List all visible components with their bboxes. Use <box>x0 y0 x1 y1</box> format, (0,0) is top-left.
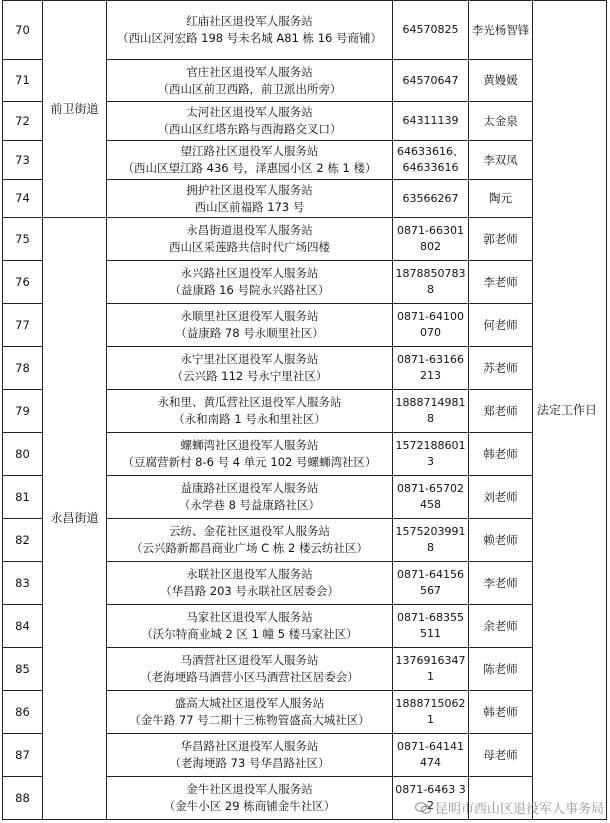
row-number: 82 <box>3 519 43 562</box>
row-number: 76 <box>3 261 43 304</box>
station-cell <box>107 347 393 390</box>
station-name: 云纺、金花社区退役军人服务站 <box>169 524 330 538</box>
row-number: 85 <box>3 648 43 691</box>
phone-cell: 15752039918 <box>393 519 469 562</box>
row-number: 72 <box>3 102 43 141</box>
phone-cell: 13769163471 <box>393 648 469 691</box>
contact-cell: 李光杨智锋 <box>469 1 533 60</box>
station-cell <box>107 60 393 102</box>
station-cell <box>107 390 393 433</box>
station-cell <box>107 476 393 519</box>
station-cell <box>107 1 393 60</box>
station-name: 永顺里社区退役军人服务站 <box>180 309 319 323</box>
station-cell <box>107 734 393 777</box>
row-number: 71 <box>3 60 43 102</box>
phone-cell: 18788507838 <box>393 261 469 304</box>
station-name: 永和里、黄瓜营社区退役军人服务站 <box>157 395 342 409</box>
contact-cell: 李老师 <box>469 562 533 605</box>
station-address: （永和南路 1 号永和里社区） <box>173 412 326 426</box>
station-name: 永昌街道退役军人服务站 <box>186 223 313 237</box>
phone-cell: 0871-68355511 <box>393 605 469 648</box>
station-cell <box>107 562 393 605</box>
station-address: （沃尔特商业城 2 区 1 幢 5 楼马家社区） <box>141 627 358 641</box>
phone-cell: 18887150621 <box>393 691 469 734</box>
station-address: （华昌路 203 号永联社区居委会） <box>160 584 339 598</box>
contact-cell: 韩老师 <box>469 433 533 476</box>
watermark <box>415 798 604 817</box>
station-name: 望江路社区退役军人服务站 <box>180 144 319 158</box>
station-cell <box>107 141 393 180</box>
station-name: 螺蛳湾社区退役军人服务站 <box>180 438 319 452</box>
station-name: 官庄社区退役军人服务站 <box>186 64 313 79</box>
contact-cell: 郑老师 <box>469 390 533 433</box>
contact-cell: 太金泉 <box>469 102 533 141</box>
station-name: 红庙社区退役军人服务站 <box>186 14 313 28</box>
station-name: 拥护社区退役军人服务站 <box>186 182 313 197</box>
phone-cell: 18887149818 <box>393 390 469 433</box>
station-address: （金牛小区 29 栋商铺金牛社区） <box>163 799 336 813</box>
phone-cell: 0871-64100070 <box>393 304 469 347</box>
phone-cell: 0871-63166213 <box>393 347 469 390</box>
station-address: （云兴路 112 号永宁里社区） <box>171 369 328 383</box>
phone-cell: 15721886013 <box>393 433 469 476</box>
contact-cell: 李双凤 <box>469 141 533 180</box>
contact-cell: 李老师 <box>469 261 533 304</box>
station-name: 盛高大城社区退役军人服务站 <box>174 696 325 710</box>
table-row <box>3 1 607 60</box>
contact-cell: 母老师 <box>469 734 533 777</box>
phone-cell: 64570825 <box>393 1 469 60</box>
phone-cell: 63566267 <box>393 180 469 218</box>
street-cell-yongchang: 永昌街道 <box>43 218 107 820</box>
station-name: 永兴路社区退役军人服务站 <box>180 266 319 280</box>
station-cell <box>107 304 393 347</box>
wechat-icon <box>415 802 431 814</box>
street-cell-qianwei: 前卫街道 <box>43 1 107 218</box>
row-number: 88 <box>3 777 43 820</box>
row-number: 79 <box>3 390 43 433</box>
row-number: 75 <box>3 218 43 261</box>
contact-cell: 余老师 <box>469 605 533 648</box>
station-name: 华昌路社区退役军人服务站 <box>180 739 319 753</box>
station-address: （豆腐营新村 8-6 号 4 单元 102 号螺蛳湾社区） <box>122 455 377 469</box>
station-cell <box>107 777 393 820</box>
contact-cell: 陶元 <box>469 180 533 218</box>
station-name: 太河社区退役军人服务站 <box>186 105 313 119</box>
station-address: （金牛路 77 号二期十三栋物管盛高大城社区） <box>129 713 370 727</box>
phone-cell: 0871-66301802 <box>393 218 469 261</box>
service-station-table <box>2 0 607 820</box>
station-cell <box>107 180 393 218</box>
station-address: （益康路 78 号永顺里社区） <box>175 326 324 340</box>
table-row <box>3 218 607 261</box>
station-address: （西山区河宏路 198 号未名城 A81 栋 16 号商铺） <box>116 31 382 45</box>
station-address: （西山区前卫西路，前卫派出所旁） <box>157 81 342 96</box>
row-number: 86 <box>3 691 43 734</box>
contact-cell: 韩老师 <box>469 691 533 734</box>
station-address: （永学巷 8 号益康路社区） <box>178 498 321 512</box>
row-number: 84 <box>3 605 43 648</box>
row-number: 77 <box>3 304 43 347</box>
station-address: （益康路 16 号院永兴路社区） <box>169 283 330 297</box>
station-cell <box>107 218 393 261</box>
phone-cell: 64633616、64633616 <box>393 141 469 180</box>
station-cell <box>107 261 393 304</box>
station-address: （老海埂路马酒营小区马酒营社区居委会） <box>140 670 359 684</box>
office-hours-cell: 法定工作日 <box>533 1 607 820</box>
station-address: （西山区望江路 436 号，泽惠园小区 2 栋 1 楼） <box>122 161 377 175</box>
row-number: 83 <box>3 562 43 605</box>
station-cell <box>107 433 393 476</box>
contact-cell: 赖老师 <box>469 519 533 562</box>
station-name: 马家社区退役军人服务站 <box>186 610 313 624</box>
contact-cell: 陈老师 <box>469 648 533 691</box>
station-cell <box>107 648 393 691</box>
station-address: （老海埂路 73 号华昌路社区） <box>169 756 330 770</box>
row-number: 70 <box>3 1 43 60</box>
station-cell <box>107 691 393 734</box>
station-name: 益康路社区退役军人服务站 <box>180 481 319 495</box>
station-name: 金牛社区退役军人服务站 <box>186 782 313 796</box>
phone-cell: 64311139 <box>393 102 469 141</box>
row-number: 80 <box>3 433 43 476</box>
station-cell <box>107 605 393 648</box>
phone-cell: 64570647 <box>393 60 469 102</box>
station-address: （云兴路新都昌商业广场 C 栋 2 楼云纺社区） <box>131 541 368 555</box>
station-name: 永联社区退役军人服务站 <box>186 567 313 581</box>
station-cell <box>107 102 393 141</box>
station-address: （西山区红塔东路与西海路交叉口） <box>157 122 342 136</box>
station-name: 永宁里社区退役军人服务站 <box>180 352 319 366</box>
station-address: 西山区前福路 173 号 <box>194 199 305 214</box>
watermark-text: 昆明市西山区退役军人事务局 <box>434 802 604 817</box>
station-name: 马酒营社区退役军人服务站 <box>180 653 319 667</box>
row-number: 74 <box>3 180 43 218</box>
contact-cell: 苏老师 <box>469 347 533 390</box>
station-cell <box>107 519 393 562</box>
station-address: 西山区采莲路共信时代广场四楼 <box>169 240 330 254</box>
row-number: 73 <box>3 141 43 180</box>
phone-cell: 0871-6463 32 <box>393 777 469 820</box>
row-number: 78 <box>3 347 43 390</box>
row-number: 81 <box>3 476 43 519</box>
contact-cell: 黄嫚媛 <box>469 60 533 102</box>
contact-cell: 刘老师 <box>469 476 533 519</box>
contact-cell: 郭老师 <box>469 218 533 261</box>
contact-cell: 何老师 <box>469 304 533 347</box>
phone-cell: 0871-64141474 <box>393 734 469 777</box>
row-number: 87 <box>3 734 43 777</box>
phone-cell: 0871-65702458 <box>393 476 469 519</box>
phone-cell: 0871-64156567 <box>393 562 469 605</box>
